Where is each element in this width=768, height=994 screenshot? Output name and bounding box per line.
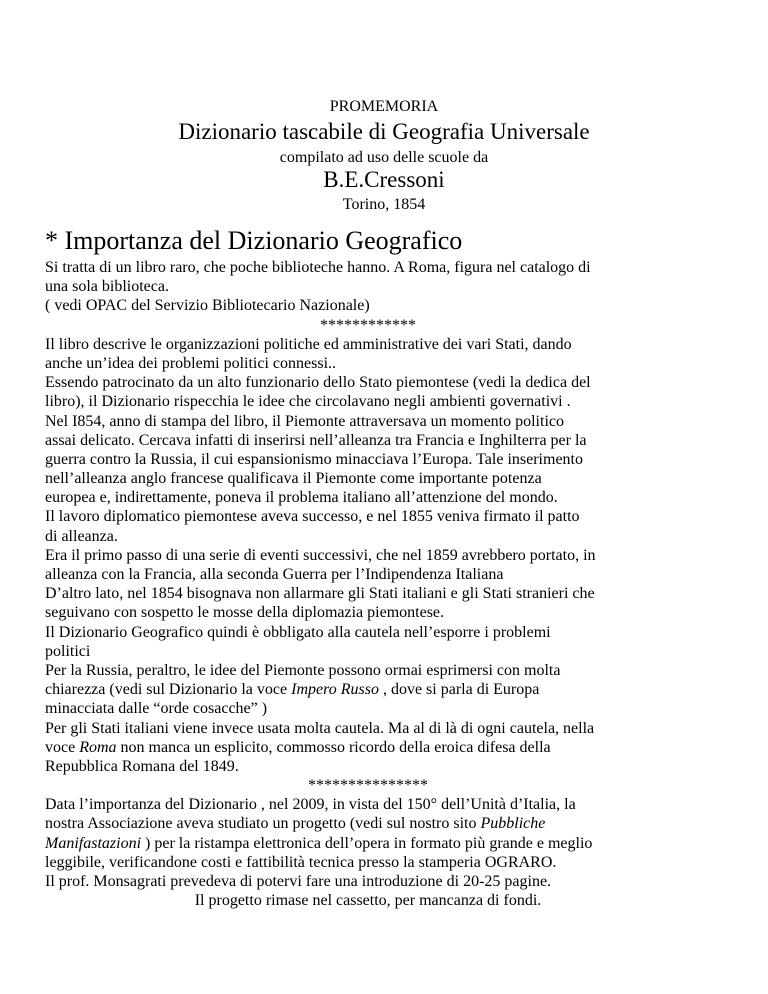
body-line: Era il primo passo di una serie di eventi successivi, che nel 1859 avrebbero portato, in — [45, 546, 596, 564]
body-line: minacciata dalle “orde cosacche” ) — [45, 700, 268, 718]
body-line: Data l’importanza del Dizionario , nel 2009, in vista del 150° dell’Unità d’Italia, la — [45, 796, 576, 814]
body-line: Essendo patrocinato da un alto funzionario dello Stato piemontese (vedi la dedica del — [45, 374, 591, 392]
body-line: Repubblica Romana del 1849. — [45, 757, 239, 775]
body-line: nell’alleanza anglo francese qualificava il Piemonte come importante potenza — [45, 470, 542, 488]
manifastazioni-reference: Manifastazioni — [45, 834, 142, 852]
separator-stars: ************ — [320, 316, 416, 334]
impero-russo-reference: Impero Russo — [291, 681, 379, 699]
body-text — [45, 258, 745, 910]
promemoria-label: PROMEMORIA — [329, 98, 439, 115]
body-line: Il Dizionario Geografico quindi è obbligato alla cautela nell’esporre i problemi — [45, 623, 551, 641]
compiled-by-line: compilato ad uso delle scuole da — [279, 149, 489, 166]
body-line: Il prof. Monsagrati prevedeva di potervi fare una introduzione di 20-25 pagine. — [45, 873, 552, 890]
body-line: voce Roma non manca un esplicito, commosso ricordo della eroica difesa della — [45, 738, 551, 756]
body-line: di alleanza. — [45, 527, 118, 545]
body-line: Per gli Stati italiani viene invece usata molta cautela. Ma al di là di ogni cautela, nella — [45, 719, 595, 737]
body-line: una sola biblioteca. — [45, 278, 169, 296]
body-line: Nel I854, anno di stampa del libro, il Piemonte attraversava un momento politico — [45, 412, 564, 430]
body-line: leggibile, verificandone costi e fattibilità tecnica presso la stamperia OGRARO. — [45, 853, 557, 871]
body-line: Si tratta di un libro raro, che poche biblioteche hanno. A Roma, figura nel catalogo di — [45, 259, 591, 276]
pubbliche-reference: Pubbliche — [480, 815, 546, 833]
body-line: libro), il Dizionario rispecchia le idee che circolavano negli ambienti governativi . — [45, 393, 571, 411]
body-line: guerra contro la Russia, il cui espansionismo minacciava l’Europa. Tale inserimento — [45, 450, 583, 468]
body-line: alleanza con la Francia, alla seconda Guerra per l’Indipendenza Italiana — [45, 566, 504, 583]
body-line: seguivano con sospetto le mosse della diplomazia piemontese. — [45, 604, 445, 622]
body-line: Il libro descrive le organizzazioni politiche ed amministrative dei vari Stati, dando — [45, 335, 572, 353]
body-line: Il lavoro diplomatico piemontese aveva successo, e nel 1855 veniva firmato il patto — [45, 508, 580, 526]
section-heading: * Importanza del Dizionario Geografico — [45, 226, 463, 255]
body-line: Manifastazioni ) per la ristampa elettronica dell’opera in formato più grande e meglio — [45, 834, 593, 852]
place-date: Torino, 1854 — [342, 196, 426, 213]
body-line: ( vedi OPAC del Servizio Bibliotecario Nazionale) — [45, 297, 370, 315]
body-line: europea e, indirettamente, poneva il problema italiano all’attenzione del mondo. — [45, 489, 558, 507]
closing-line: Il progetto rimase nel cassetto, per mancanza di fondi. — [194, 892, 542, 910]
body-line: D’altro lato, nel 1854 bisognava non allarmare gli Stati italiani e gli Stati stranieri che — [45, 585, 595, 603]
author-name: B.E.Cressoni — [323, 167, 445, 192]
body-line: politici — [45, 642, 91, 660]
body-line: chiarezza (vedi sul Dizionario la voce Impero Russo , dove si parla di Europa — [45, 681, 540, 699]
separator-stars: *************** — [308, 777, 428, 795]
roma-reference: Roma — [79, 738, 117, 756]
body-line: nostra Associazione aveva studiato un progetto (vedi sul nostro sito Pubbliche — [45, 815, 546, 833]
body-line: assai delicato. Cercava infatti di inserirsi nell’alleanza tra Francia e Inghilterra per la — [45, 431, 587, 449]
body-line: Per la Russia, peraltro, le idee del Piemonte possono ormai esprimersi con molta — [45, 661, 561, 679]
body-line: anche un’idea dei problemi politici connessi.. — [45, 354, 337, 372]
book-title: Dizionario tascabile di Geografia Universale — [178, 119, 590, 144]
